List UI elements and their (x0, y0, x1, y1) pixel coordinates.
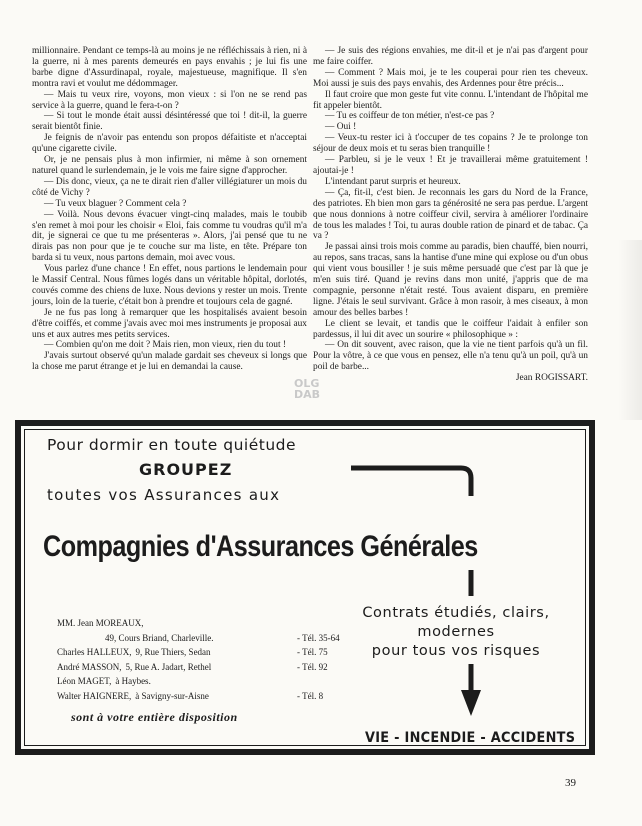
paragraph: millionnaire. Pendant ce temps-là au moins je ne réfléchissais à rien, ni à la guerre, ni à mes parents demeurés en pays envahis ; je lui fis une barbe digne d'Assurdinapal, royale, majestueuse, magnifique. Il s'en montra ravi et voulut me dédommager. (32, 46, 307, 89)
paragraph: — Voilà. Nous devons évacuer vingt-cinq malades, mais le toubib s'en remet à moi pour les choisir « Eloi, fais comme tu voudras qu'il m'a dit, je signerai ce que tu me présenteras ». Alors, j'ai pensé que tu ne dirais pas non pour que je te couche sur ma liste, en tête. Prépare ton barda si tu veux, nous partons demain, moi avec vous. (32, 209, 307, 264)
insurance-advertisement (15, 420, 595, 755)
paragraph: — Tu veux blaguer ? Comment cela ? (44, 198, 187, 209)
ad-contract-text (346, 604, 566, 661)
agent-row (57, 616, 213, 631)
agent-phone: - Tél. 8 (297, 690, 324, 701)
paragraph: — Oui ! (325, 122, 357, 133)
article-right-column (313, 46, 588, 384)
paragraph: Il faut croire que mon geste fut vite connu. L'intendant de l'hôpital me fit appeler bientôt. (313, 89, 588, 111)
paragraph: Je ne fus pas long à remarquer que les hospitalisés avaient besoin d'être coiffés, et comme j'avais avec moi mes instruments je proposai aux uns et aux autres mes petits services. (32, 307, 307, 340)
ad-company-name: Compagnies d'Assurances Générales (43, 530, 478, 563)
paragraph: — Tu es coiffeur de ton métier, n'est-ce pas ? (325, 111, 495, 122)
agent-address: à Haybes. (115, 676, 151, 687)
paragraph: — Dis donc, vieux, ça ne te dirait rien d'aller villégiaturer un mois du côté de Vichy ? (32, 176, 307, 198)
page-fold-shadow (618, 240, 642, 420)
paragraph: J'avais surtout observé qu'un malade gardait ses cheveux si longs que la chose me parut étrange et je lui en demandai la cause. (32, 351, 307, 373)
agent-name: André MASSON, (57, 661, 122, 672)
agent-name: Charles HALLEUX, (57, 647, 132, 658)
paragraph: L'intendant parut surpris et heureux. (325, 176, 461, 187)
paragraph: — Je suis des régions envahies, me dit-il et je n'ai pas d'argent pour me faire coiffer. (313, 46, 588, 67)
paragraph: Je feignis de n'avoir pas entendu son propos défaitiste et n'acceptai qu'une cigarette civile. (32, 133, 307, 155)
paragraph: Vous parlez d'une chance ! En effet, nous partions le lendemain pour le Massif Central. Nous fûmes logés dans un véritable hôpital, dorlotés, couvés comme des chiens de luxe. Nous devions y rester un mois. Trente jours, loin de la tuerie, c'était bon à prendre et toujours cela de gagné. (32, 264, 307, 307)
agent-phone: - Tél. 75 (297, 647, 328, 658)
paragraph: — On dit souvent, avec raison, que la vie ne tient parfois qu'à un fil. Pour la vôtre, à ce que vous en pensez, elle n'a tenu qu'à un poil, qu'à un poil de barbe... (313, 340, 588, 373)
paragraph: — Ça, fit-il, c'est bien. Je reconnais les gars du Nord de la France, des patriotes. Eh bien mon gars ta générosité ne sera pas perdue. L'argent que nous donnions à notre coiffeur civil, servira à améliorer l'ordinaire de tous les malades ! Toi, tu auras double ration de pinard et de tabac. Ça va ? (313, 187, 588, 242)
ad-disposition: sont à votre entière disposition (71, 710, 238, 724)
agent-row (57, 660, 328, 675)
agent-name: Léon MAGET, (57, 676, 112, 687)
agent-phone: - Tél. 35-64 (297, 632, 340, 643)
agent-address: à Savigny-sur-Aisne (135, 690, 209, 701)
agent-name: MM. Jean MOREAUX, (57, 618, 144, 628)
ad-arrow-graphic (351, 464, 501, 734)
paragraph: — Parbleu, si je le veux ! Et je travaillerai même gratuitement ! ajoutai-je ! (313, 155, 588, 176)
agent-row (57, 631, 340, 646)
article-left-column (32, 46, 307, 373)
page-number: 39 (565, 777, 576, 789)
library-stamp: OLG DAB (294, 377, 321, 401)
ad-contract-line: Contrats étudiés, clairs, (362, 605, 550, 621)
ad-tagline: Pour dormir en toute quiétude (47, 436, 297, 454)
ad-contract-line: modernes (417, 624, 495, 640)
ad-agent-list (57, 616, 340, 704)
paragraph: — Si tout le monde était aussi désintéressé que toi ! dit-il, la guerre serait bientôt finie. (32, 111, 307, 133)
agent-address: 9, Rue Thiers, Sedan (135, 647, 211, 658)
agent-address: 5, Rue A. Jadart, Rethel (125, 661, 212, 672)
paragraph: — Veux-tu rester ici à t'occuper de tes copains ? Je te prolonge ton séjour de deux mois et tu seras bien tranquille ! (313, 133, 588, 155)
agent-row (57, 689, 324, 704)
ad-contract-line: pour tous vos risques (371, 643, 541, 659)
paragraph: Le client se levait, et tandis que le coiffeur l'aidait à enfiler son pardessus, il lui dit avec un sourire « philosophique » : (313, 318, 588, 340)
paragraph: — Mais tu veux rire, voyons, mon vieux : si l'on ne se rend pas service à la guerre, quand le fera-t-on ? (32, 89, 307, 111)
agent-name: Walter HAIGNERE, (57, 690, 132, 701)
ad-subline: toutes vos Assurances aux (47, 486, 281, 504)
author-signature: Jean ROGISSART. (515, 373, 588, 384)
agent-address: 49, Cours Briand, Charleville. (105, 632, 214, 643)
ad-groupez: GROUPEZ (139, 460, 233, 479)
agent-row (57, 674, 213, 689)
paragraph: Or, je ne pensais plus à mon infirmier, ni même à son ornement naturel quand le surlendemain, je le vois me faire signe d'approcher. (32, 155, 307, 176)
paragraph: — Comment ? Mais moi, je te les couperai pour rien tes cheveux. Moi aussi je suis des pays envahis, des Ardennes pour être précis... (313, 67, 588, 89)
paragraph: — Combien qu'on me doit ? Mais rien, mon vieux, rien du tout ! (44, 340, 287, 351)
agent-phone: - Tél. 92 (297, 661, 328, 672)
agent-row (57, 645, 328, 660)
paragraph: Je passai ainsi trois mois comme au paradis, bien chauffé, bien nourri, au repos, sans tracas, sans la hantise d'une mine qui explose ou d'un obus qui vient vous bousiller ! je suis même persuadé que c'est par là que je m'en suis tiré. Quand je revins dans mon unité, j'appris que de ma compagnie, personne n'était resté. Tous avaient disparu, en première ligne. J'étais le seul survivant. Grâce à mon rasoir, à mes ciseaux, à mon amour des belles barbes ! (313, 242, 588, 318)
ad-branches: VIE - INCENDIE - ACCIDENTS (365, 730, 576, 746)
